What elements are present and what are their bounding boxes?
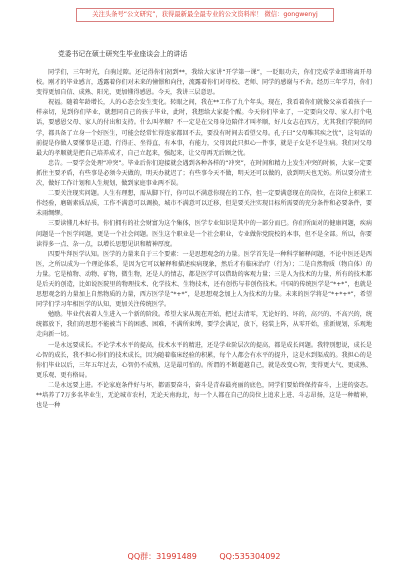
- paragraph: 三要读懂几本好书。你们拥有的社会财富为这个集体，医学专业知识是其中的一部分而已。你们所面对的健康问题，疾病问题是一个医学问题，更是一个社会问题。医生这个职业是一个社会职业，专业做你党院校的本事，但不是全部。所以，你要读得多一点、杂一点，以增长思想见识和精神厚度。: [36, 220, 372, 248]
- paragraph: 二要关注现实问题。人生有理想，需从脚下行，你可以不满意你现在的工作，但一定要满意现在的岗位，在岗位上积累工作经验，磨砺素质品质，工作不满意可以调换，城市不满意可以迁移，但是要关注实现目标所需要的充分条件和必要条件，要未雨绸缪。: [36, 190, 372, 218]
- paragraph: 二是永远要上进。不论家庭条件好与坏，都需要奋斗，奋斗是青春最亮丽的底色，同学们要始终保持奋斗，上进的姿态。**培养了7万多名毕业生，无论城市农村，无论天南海北，每一个人都在自己的岗位上追求上进、斗志昂扬，这是一种精神，也是一种: [36, 381, 372, 410]
- paragraph: 祝福。随着年龄增长，人的心态会发生变化。转眼之间，我在**工作了九个年头，现在，我看着你们就像父亲看着孩子一样亲切，见到你们毕业，就想同自己的孩子毕业，此时，我想给大家提个醒。今天你们毕业了，一定要向父母、家人打个电话，要感恩父母、家人的付出和支持。什么叫孝顺？不一定是在父母身边陪伴才叫孝顺，好儿女志在四方，尤其我们学院的同学，都具备了立身一个好医生，可能会经常忙得连家都回不去，要没有时间去看望父母。孔子曰“父母唯其疾之忧”，这句话的前提是你做人要懂事是正道、行得正、坐得直，有本事，有能力，父母因此只担心一件事，就是子女是不是生病。我们对父母最大的孝顺就是把自己培养成才，自己立起来，强起来，让父母再无后顾之忧。: [36, 99, 372, 157]
- paragraph: 忠告。一要学会处理“冲突”。毕业后你们迎接就会遇到各种各样的“冲突”，在时间和精力上发生冲突的时候，大家一定要抓住主要矛盾，有些事是必须今天做的，明天办就迟了；有些事今天不做，明天还可以做的，放到明天也无妨。所以要分清主次，做好工作计划和人生规划，做到家庭事业两不误。: [36, 159, 372, 188]
- footer-contact: [0, 550, 408, 564]
- qq-text: QQ:535304092: [219, 552, 281, 561]
- paragraph: 一是永远要成长。不论学术水平的提高，技术水平的精进，还是学业阶层次的提高，都是成长问题。我特别想说，成长是心智的成长，我不担心你们的技术成长，因为随着临床经验的积累，每个人都会有水平的提升，这是水到渠成的。我担心的是你们毕业以后，三年五年过去，心智仍不成熟，这是最可怕的。所谓的不断超越自己，就是改变心智，变得更大气、更成熟、更乐观、更有格局。: [36, 341, 372, 379]
- qq-group-text: QQ群：31991489: [127, 552, 197, 561]
- promo-banner: 关注头条号“公文研究”，获得最新最全最专业的公文资料库！ 微信：gongwenyj: [76, 8, 334, 22]
- document-body: [36, 68, 372, 411]
- paragraph: 四要牛拜医学认知。医学的力量来自于三个要素：一是思想观念的力量。医学首先是一种科学解释问题，不论中医还是西医，之所以成为一个理论体系，是因为它可以解释和描述疾病现象，然后才有临床治疗（行为）；二是自然物质（物自体）的力量。它是植物、动物、矿物，微生物，还是人的情志，都是医学可以借助的客观力量；三是人为技术的力量，所有的技术都是后天的创造，比如说医院里的物理技术、化学技术、生物技术，还有创伤与非创伤技术。中国的传统医学是“*+*”，也就是思想观念的力量加上自然物质的力量，西方医学是“*+*”，是思想观念加上人为技术的力量。未来的医学将是“*+*+*”，希望同学们学习年相医学的认知，更加关注传统医学。: [36, 250, 372, 309]
- paragraph: 同学们，三年时光，白驹过隙。还记得你们初到**，我给大家讲“开学第一课”，一眨眼功夫，你们完成学业即将离开母校。刚才的毕业感言，透露着你们对未来的憧憬和向往，流露着你们对母校、老师、同学的感谢与不舍。经历三年学月，你们变得更加自信、成熟、阳光，更加懂得感恩。今天，我讲三层意思。: [36, 69, 372, 97]
- paragraph: 勉励。毕业代表着人生进入一个新的阶段。希望大家从现在开始，把过去清零，无论好的、坏的，高兴的、不高兴的，统统都放下，我们的思想不能被当下的困惑、困难，不满所束缚，要学会满足，放下，轻装上阵，从零开始，重新规划，乐观地走向新一切。: [36, 311, 372, 339]
- document-title: 党委书记在硕士研究生毕业座谈会上的讲话: [58, 50, 188, 58]
